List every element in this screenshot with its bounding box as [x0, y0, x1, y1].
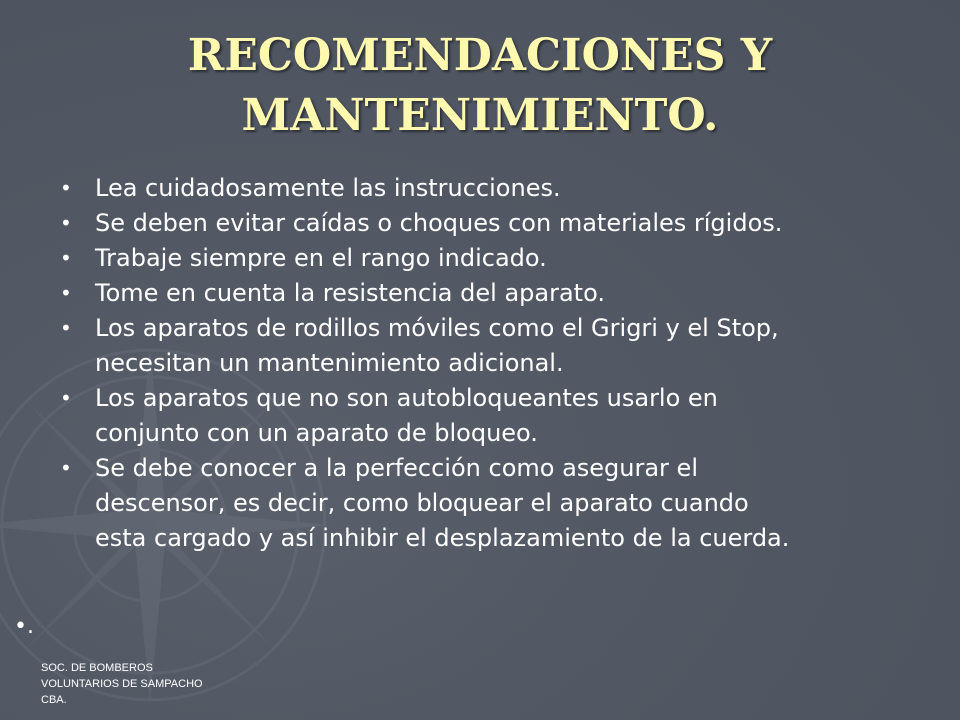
- bullet-item: [58, 311, 938, 381]
- slide-title: [0, 26, 960, 146]
- bullet-list: [58, 171, 938, 556]
- title-line-1: RECOMENDACIONES Y: [187, 30, 773, 81]
- bullet-text-line: Trabaje siempre en el rango indicado.: [95, 244, 547, 272]
- bullet-text-line: Tome en cuenta la resistencia del aparato.: [95, 279, 605, 307]
- bullet-text-line: esta cargado y así inhibir el desplazamiento de la cuerda.: [95, 524, 790, 552]
- bullet-text-line: Lea cuidadosamente las instrucciones.: [95, 174, 561, 202]
- bullet-item: [58, 381, 938, 451]
- bullet-dot-icon: •: [60, 316, 72, 340]
- bullet-dot-icon: •: [60, 176, 72, 200]
- bullet-dot-icon: •: [60, 211, 72, 235]
- bullet-item: [58, 241, 938, 276]
- bullet-text-line: Los aparatos que no son autobloqueantes usarlo en: [95, 384, 718, 412]
- bullet-text-line: Los aparatos de rodillos móviles como el Grigri y el Stop,: [95, 314, 779, 342]
- footer-line-3: CBA.: [41, 694, 67, 706]
- bullet-text-line: descensor, es decir, como bloquear el aparato cuando: [95, 489, 749, 517]
- footer-organization: [41, 660, 261, 708]
- bullet-text-line: Se deben evitar caídas o choques con materiales rígidos.: [95, 209, 783, 237]
- footer-line-2: VOLUNTARIOS DE SAMPACHO: [41, 678, 203, 690]
- bullet-dot-icon: •: [60, 386, 72, 410]
- bullet-item: [58, 451, 938, 556]
- bullet-item: [58, 206, 938, 241]
- bullet-dot-icon: •: [60, 456, 72, 480]
- empty-bullet: •.: [14, 614, 34, 639]
- bullet-text-line: conjunto con un aparato de bloqueo.: [95, 419, 538, 447]
- footer-line-1: SOC. DE BOMBEROS: [41, 662, 153, 674]
- bullet-item: [58, 171, 938, 206]
- bullet-dot-icon: •: [60, 246, 72, 270]
- bullet-text-line: necesitan un mantenimiento adicional.: [95, 349, 564, 377]
- bullet-text-line: Se debe conocer a la perfección como asegurar el: [95, 454, 698, 482]
- bullet-item: [58, 276, 938, 311]
- bullet-dot-icon: •: [60, 281, 72, 305]
- title-line-2: MANTENIMIENTO.: [241, 90, 719, 141]
